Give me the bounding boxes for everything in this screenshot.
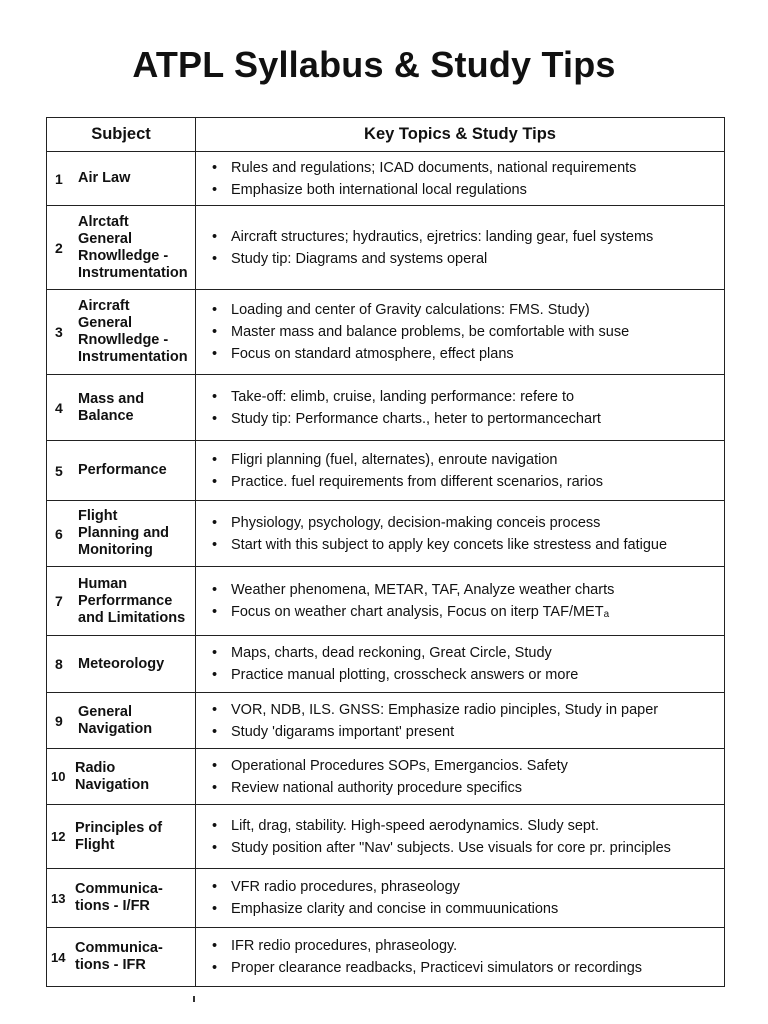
- tips-list: [196, 386, 724, 430]
- stray-mark: [193, 996, 195, 1002]
- tip-text: Take-off: elimb, cruise, landing performance: refere to: [231, 388, 575, 405]
- tip-text: Maps, charts, dead reckoning, Great Circle, Study: [231, 645, 552, 661]
- bullet-icon: •: [212, 645, 218, 661]
- table-row: [47, 636, 725, 693]
- tip-text: Lift, drag, stability. High-speed aerodynamics. Sludy sept.: [231, 817, 600, 834]
- tip-text: Focus on weather chart analysis, Focus on iterp TAF/METₐ: [231, 604, 609, 620]
- tips-list: [196, 299, 724, 365]
- header-subject: Subject: [47, 118, 196, 152]
- tips-cell: [196, 869, 725, 928]
- tips-list: [196, 755, 724, 799]
- row-subject: Communica- tions - IFR: [75, 940, 163, 973]
- subject-cell: [47, 567, 196, 636]
- tips-cell: [196, 749, 725, 805]
- row-subject: General Navigation: [78, 703, 153, 737]
- subject-cell: [47, 501, 196, 567]
- subject-cell: [47, 805, 196, 869]
- subject-cell: [47, 693, 196, 749]
- row-subject: Meteorology: [78, 655, 165, 672]
- row-subject: Principles of Flight: [75, 819, 163, 853]
- bullet-icon: •: [212, 324, 218, 340]
- row-number: 4: [55, 399, 63, 416]
- row-number: 13: [51, 890, 66, 906]
- bullet-icon: •: [212, 228, 218, 245]
- subject-wrap: [47, 508, 195, 559]
- subject-cell: [47, 206, 196, 290]
- tip-text: Study tip: Performance charts., heter to pertormancechart: [231, 410, 601, 427]
- row-subject: Aircraft General Rnowlledge - Instrumentation: [78, 298, 188, 365]
- tips-list: [196, 226, 724, 270]
- row-number: 6: [55, 525, 63, 542]
- page-title: ATPL Syllabus & Study Tips: [132, 44, 616, 85]
- bullet-icon: •: [212, 879, 218, 895]
- tips-list: [196, 157, 724, 201]
- subject-cell: [47, 749, 196, 805]
- tip-item: [212, 157, 724, 179]
- table-row: [47, 567, 725, 636]
- tip-text: Study 'digarams important' present: [231, 723, 455, 740]
- tip-item: [212, 777, 724, 799]
- row-number: 2: [55, 239, 63, 256]
- tip-item: [212, 386, 724, 408]
- table-header-row: [47, 118, 725, 152]
- tip-item: [212, 699, 724, 721]
- table-row: [47, 152, 725, 206]
- tips-cell: [196, 636, 725, 693]
- subject-cell: [47, 636, 196, 693]
- tip-item: [212, 321, 724, 343]
- row-subject: Human Perforrmance and Limitations: [78, 575, 186, 626]
- tips-list: [196, 699, 724, 743]
- tip-text: Proper clearance readbacks, Practicevi simulators or recordings: [231, 960, 643, 976]
- bullet-icon: •: [212, 346, 218, 362]
- subject-wrap: [47, 214, 195, 282]
- row-subject: Alrctaft General Rnowlledge - Instrumentation: [78, 213, 188, 281]
- tips-cell: [196, 693, 725, 749]
- tip-text: VFR radio procedures, phraseology: [231, 879, 460, 895]
- tip-item: [212, 226, 724, 248]
- subject-cell: [47, 375, 196, 441]
- bullet-icon: •: [212, 779, 218, 796]
- tips-list: [196, 579, 724, 623]
- bullet-icon: •: [212, 901, 218, 917]
- tips-cell: [196, 152, 725, 206]
- tip-item: [212, 815, 724, 837]
- row-number: 8: [55, 656, 63, 672]
- row-subject: Radio Navigation: [75, 759, 150, 793]
- row-number: 12: [51, 829, 66, 844]
- table-row: [47, 375, 725, 441]
- tips-cell: [196, 290, 725, 375]
- table-row: [47, 441, 725, 501]
- row-number: 14: [51, 949, 66, 965]
- tips-cell: [196, 501, 725, 567]
- table-row: [47, 206, 725, 290]
- tips-cell: [196, 928, 725, 987]
- tip-text: Emphasize both international local regulations: [231, 181, 527, 198]
- tips-list: [196, 876, 724, 920]
- table-row: [47, 749, 725, 805]
- tips-cell: [196, 441, 725, 501]
- tips-list: [196, 642, 724, 686]
- table-row: [47, 805, 725, 869]
- bullet-icon: •: [212, 604, 218, 620]
- tip-text: Operational Procedures SOPs, Emergancios. Safety: [231, 757, 568, 774]
- tip-text: Review national authority procedure specifics: [231, 779, 522, 796]
- row-subject: Communica- tions - I/FR: [75, 881, 163, 914]
- bullet-icon: •: [212, 388, 218, 405]
- subject-wrap: [47, 704, 195, 738]
- bullet-icon: •: [212, 410, 218, 427]
- table-row: [47, 501, 725, 567]
- subject-cell: [47, 869, 196, 928]
- tip-text: Loading and center of Gravity calculations: FMS. Study): [231, 302, 590, 318]
- tip-text: Aircraft structures; hydrautics, ejretrics: landing gear, fuel systems: [231, 228, 654, 245]
- tips-list: [196, 815, 724, 859]
- bullet-icon: •: [212, 723, 218, 740]
- tip-item: [212, 837, 724, 859]
- row-number: 5: [55, 462, 63, 479]
- subject-cell: [47, 441, 196, 501]
- tip-item: [212, 248, 724, 270]
- tip-item: [212, 534, 724, 556]
- tip-item: [212, 601, 724, 623]
- tip-text: Study position after "Nav' subjects. Use visuals for core pr. principles: [231, 839, 671, 856]
- tip-text: Master mass and balance problems, be comfortable with suse: [231, 324, 630, 340]
- tip-text: Weather phenomena, METAR, TAF, Analyze weather charts: [231, 582, 615, 598]
- tips-cell: [196, 206, 725, 290]
- bullet-icon: •: [212, 701, 218, 718]
- tip-item: [212, 898, 724, 920]
- tip-item: [212, 179, 724, 201]
- bullet-icon: •: [212, 159, 218, 176]
- subject-wrap: [47, 881, 195, 915]
- tip-text: Physiology, psychology, decision-making conceis process: [231, 514, 601, 531]
- tip-text: Emphasize clarity and concise in commuunications: [231, 901, 559, 917]
- bullet-icon: •: [212, 451, 218, 468]
- bullet-icon: •: [212, 514, 218, 531]
- subject-wrap: [47, 656, 195, 673]
- tip-item: [212, 299, 724, 321]
- row-subject: Performance: [78, 462, 167, 478]
- tip-item: [212, 957, 724, 979]
- subject-wrap: [47, 820, 195, 854]
- tip-text: IFR redio procedures, phraseology.: [231, 938, 458, 954]
- bullet-icon: •: [212, 250, 218, 267]
- table-row: [47, 928, 725, 987]
- subject-cell: [47, 152, 196, 206]
- tip-item: [212, 642, 724, 664]
- bullet-icon: •: [212, 181, 218, 198]
- row-subject: Flight Planning and Monitoring: [78, 508, 170, 558]
- tip-item: [212, 876, 724, 898]
- tip-item: [212, 935, 724, 957]
- bullet-icon: •: [212, 938, 218, 954]
- bullet-icon: •: [212, 667, 218, 683]
- tip-text: Practice. fuel requirements from different scenarios, rarios: [231, 473, 604, 490]
- row-subject: Mass and Balance: [78, 390, 145, 424]
- table-body: [47, 152, 725, 987]
- row-number: 10: [51, 769, 66, 784]
- header-tips: Key Topics & Study Tips: [196, 118, 725, 152]
- tips-cell: [196, 567, 725, 636]
- tip-text: Rules and regulations; ICAD documents, national requirements: [231, 159, 637, 176]
- subject-wrap: [47, 462, 195, 479]
- bullet-icon: •: [212, 757, 218, 774]
- tip-item: [212, 664, 724, 686]
- row-number: 3: [55, 324, 63, 340]
- tip-item: [212, 408, 724, 430]
- tips-list: [196, 512, 724, 556]
- row-number: 1: [55, 170, 63, 187]
- tips-list: [196, 449, 724, 493]
- tip-text: Start with this subject to apply key concets like strestess and fatigue: [231, 536, 668, 553]
- tips-cell: [196, 375, 725, 441]
- tip-item: [212, 343, 724, 365]
- subject-wrap: [47, 298, 195, 366]
- table-row: [47, 290, 725, 375]
- row-number: 9: [55, 712, 63, 729]
- subject-wrap: [47, 576, 195, 627]
- bullet-icon: •: [212, 302, 218, 318]
- tip-item: [212, 471, 724, 493]
- tip-text: Study tip: Diagrams and systems operal: [231, 250, 488, 267]
- tip-item: [212, 721, 724, 743]
- tips-cell: [196, 805, 725, 869]
- bullet-icon: •: [212, 473, 218, 490]
- subject-wrap: [47, 940, 195, 974]
- bullet-icon: •: [212, 536, 218, 553]
- bullet-icon: •: [212, 582, 218, 598]
- tip-text: VOR, NDB, ILS. GNSS: Emphasize radio pinciples, Study in paper: [231, 701, 659, 718]
- subject-wrap: [47, 391, 195, 425]
- tip-item: [212, 512, 724, 534]
- tip-item: [212, 579, 724, 601]
- row-number: 7: [55, 593, 63, 609]
- bullet-icon: •: [212, 960, 218, 976]
- tip-item: [212, 755, 724, 777]
- subject-wrap: [47, 760, 195, 794]
- tip-text: Fligri planning (fuel, alternates), enroute navigation: [231, 451, 558, 468]
- tips-list: [196, 935, 724, 979]
- tip-item: [212, 449, 724, 471]
- table-row: [47, 693, 725, 749]
- bullet-icon: •: [212, 839, 218, 856]
- tip-text: Focus on standard atmosphere, effect plans: [231, 346, 514, 362]
- syllabus-table: [46, 117, 725, 987]
- bullet-icon: •: [212, 817, 218, 834]
- subject-cell: [47, 290, 196, 375]
- subject-cell: [47, 928, 196, 987]
- tip-text: Practice manual plotting, crosscheck answers or more: [231, 667, 579, 683]
- table-row: [47, 869, 725, 928]
- subject-wrap: [47, 170, 195, 187]
- row-subject: Air Law: [78, 170, 131, 186]
